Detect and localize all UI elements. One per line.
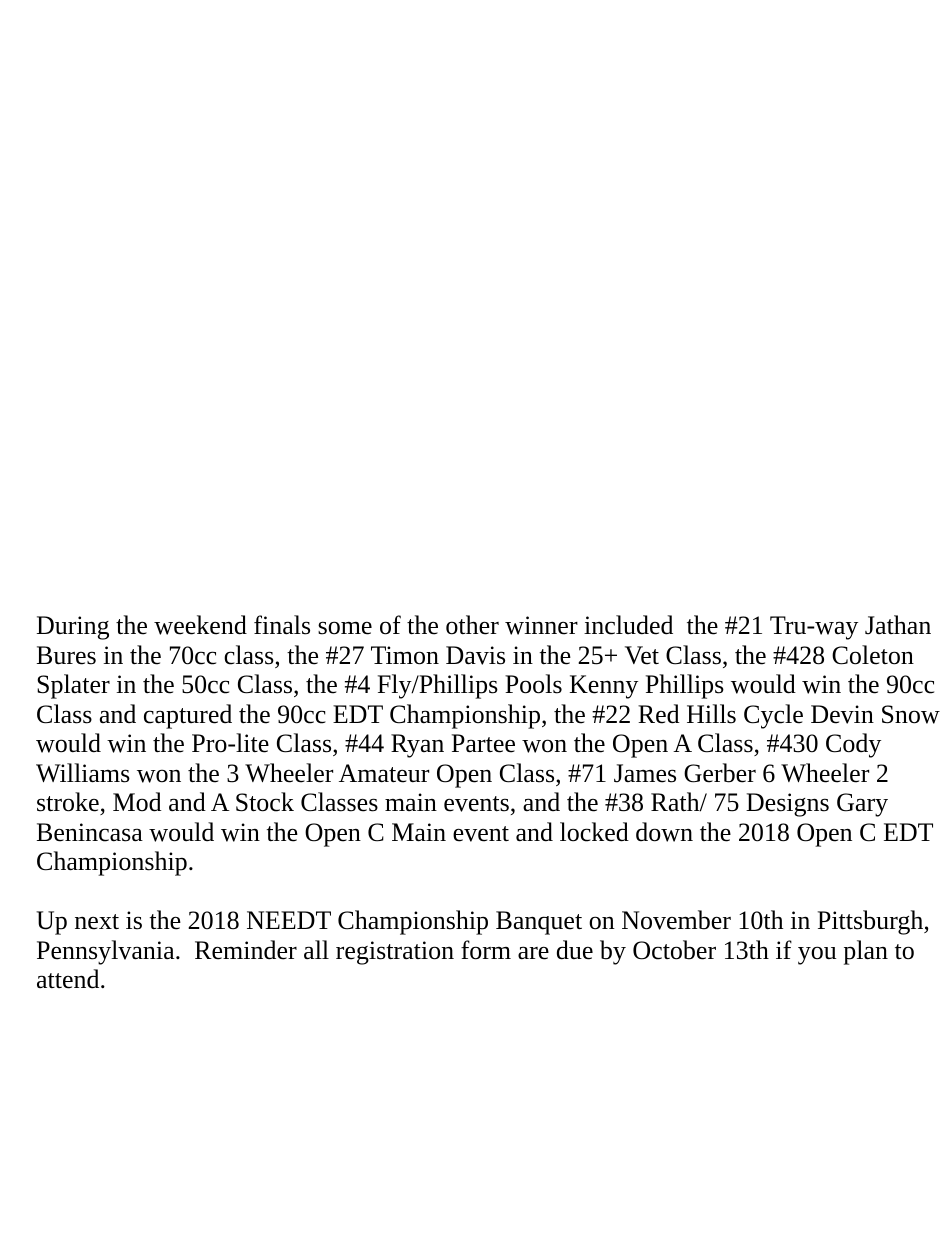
text-line: would win the Pro-lite Class, #44 Ryan Partee won the Open A Class, #430 Cody bbox=[36, 729, 882, 758]
paragraph-banquet-announcement bbox=[36, 906, 931, 995]
text-line: Up next is the 2018 NEEDT Championship Banquet on November 10th in Pittsburgh, bbox=[36, 906, 930, 935]
text-line: Championship. bbox=[36, 847, 195, 876]
article-body bbox=[36, 611, 940, 995]
text-line: Benincasa would win the Open C Main event and locked down the 2018 Open C EDT bbox=[36, 817, 934, 847]
paragraph-weekend-finals bbox=[36, 611, 940, 877]
text-line: Williams won the 3 Wheeler Amateur Open Class, #71 James Gerber 6 Wheeler 2 bbox=[36, 758, 889, 788]
text-line: Splater in the 50cc Class, the #4 Fly/Phillips Pools Kenny Phillips would win the 90cc bbox=[36, 670, 936, 699]
text-line: Bures in the 70cc class, the #27 Timon Davis in the 25+ Vet Class, the #428 Coleton bbox=[36, 640, 914, 670]
text-line: Pennsylvania. Reminder all registration form are due by October 13th if you plan to bbox=[36, 935, 915, 965]
text-line: During the weekend finals some of the other winner included the #21 Tru-way Jathan bbox=[36, 611, 932, 640]
text-line: Class and captured the 90cc EDT Championship, the #22 Red Hills Cycle Devin Snow bbox=[36, 699, 940, 729]
text-line: stroke, Mod and A Stock Classes main events, and the #38 Rath/ 75 Designs Gary bbox=[36, 788, 889, 817]
paragraph-spacer bbox=[36, 877, 931, 907]
text-line: attend. bbox=[36, 965, 107, 994]
